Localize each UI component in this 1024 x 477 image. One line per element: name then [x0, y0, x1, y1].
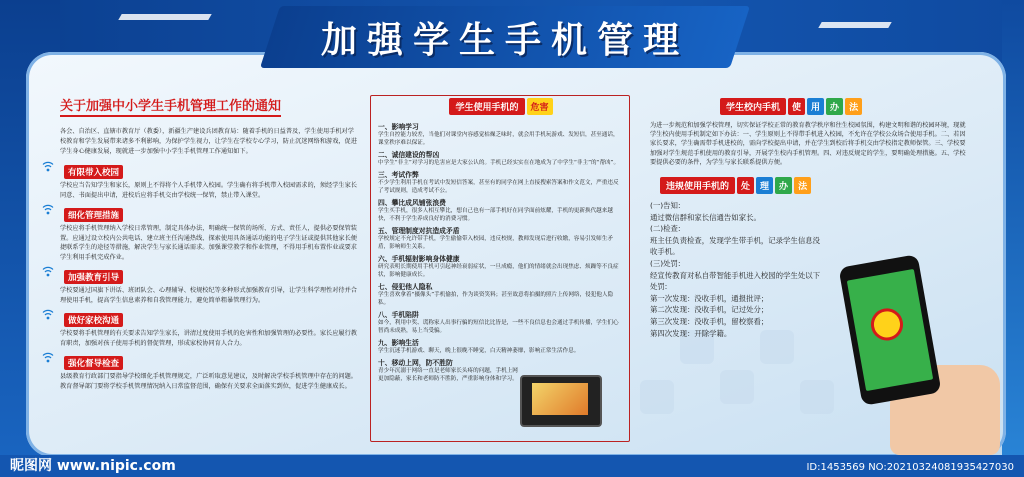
harms-badge-main: 学生使用手机的: [449, 98, 524, 115]
section-body: 学校要通过国旗下讲话、班团队会、心理辅导、校规校纪等多种形式加强教育引导，让学生科学理性对待并合理使用手机，提高学生信息素养和自我管理能力，避免简单粗暴管理行为。: [60, 287, 357, 304]
harm-title: 九、影响生活: [378, 339, 419, 347]
harm-title: 五、管理制度对抗造成矛盾: [378, 227, 460, 235]
section-body: 学校要将手机管理的有关要求告知学生家长，讲清过度使用手机的危害性和加强管理的必要性。家长应履行教育职责，加强对孩子使用手机的督促管理，形成家校协同育人合力。: [60, 330, 357, 347]
signal-icon: [42, 309, 54, 321]
harm-body: 学生喜欢拿着“摄像头”手机偷拍，作为谈资笑料；甚至故意将拍摄的照片上传网络，侵犯他人隐私。: [378, 292, 614, 306]
harm-title: 六、手机辐射影响身体健康: [378, 255, 460, 263]
section-body: 学校应将手机管理纳入学校日常管理，制定具体办法，明确统一保管的场所、方式、责任人，提供必要保管装置。应通过设立校内公共电话、建立班主任沟通热线、探索使用具备通话功能的电子学生证或提供其他家长便捷联系学生的途径等措施，解决学生与家长通话需求。加强课堂教学和作业管理，不得用手机布置作业或要求学生利用手机完成作业。: [60, 225, 357, 261]
harms-badge-accent: 危害: [527, 98, 553, 115]
decor-stripe: [118, 14, 211, 20]
section-tag: 强化督导检查: [64, 356, 123, 370]
punish-line: 经宣传教育对私自带智能手机进入校园的学生处以下处罚:: [650, 270, 820, 292]
section-body: 县级教育行政部门要指导学校细化手机管理规定，广泛听取意见建议，及时解决学校手机管理中存在的问题。教育督导部门要将学校手机管理情况纳入日常监督范围，确保有关要求全面落实到位，促进学生健康成长。: [60, 373, 357, 390]
harm-body: 不少学生利用手机在考试中发短信答案，甚至有的同学在网上直接搜索答案和作文范文，严重违反了考试规则，造成考试不公。: [378, 180, 619, 194]
harm-item: [378, 281, 624, 307]
rules-badge: [720, 98, 970, 115]
harm-body: 研究表明长期使用手机可引起神经衰弱症状，一旦成瘾，他们的情绪就会出现焦虑、烦躁等不良症状，影响健康成长。: [378, 264, 619, 278]
punish-badge: [660, 177, 970, 194]
harm-body: 如今，利用中奖、谎称家人出事行骗的短信比比皆是，一些不良信息也会通过手机传播，学生们心智尚未成熟，易上当受骗。: [378, 320, 619, 334]
harms-badge: [378, 98, 624, 115]
harm-body: 中学生“非主”对学习的危害应是大家公认的。手机已经实实在在地成为了中学生“非主”的“帮凶”。: [378, 160, 620, 166]
harm-item: [378, 121, 624, 147]
section-tag: 细化管理措施: [64, 208, 123, 222]
notice-section: [60, 265, 360, 305]
punish-badge-char: 办: [775, 177, 792, 194]
notice-section: [60, 203, 360, 262]
section-tag: 做好家校沟通: [64, 313, 123, 327]
notice-intro: 各会、自治区、直辖市教育厅（教委），新疆生产建设兵团教育局：随着手机的日益普及，学生使用手机对学校教育和学生发展带来诸多不利影响，为保护学生视力，让学生在学校专心学习，防止沉迷网络和游戏，促进学生身心健康发展，现就进一步加强中小学生手机管理工作通知如下。: [60, 128, 357, 155]
punish-line: (二)检查:: [650, 224, 681, 234]
notice-section: [60, 351, 360, 391]
phone-icon: [838, 254, 941, 406]
rules-badge-char: 办: [826, 98, 843, 115]
watermark-left: 昵图网 www.nipic.com: [10, 458, 176, 474]
harm-item: [378, 337, 624, 355]
punish-badge-main: 违规使用手机的: [660, 177, 735, 194]
harms-column: [378, 98, 624, 383]
harm-item: [378, 225, 624, 251]
watermark-right: ID:1453569 NO:20210324081935427030: [806, 462, 1014, 473]
signal-icon: [42, 352, 54, 364]
harm-body: 学生沉迷手机游戏、聊天，晚上很晚不睡觉，白天精神萎靡，影响正常生活作息。: [378, 348, 580, 354]
signal-icon: [42, 161, 54, 173]
harm-title: 八、手机陷阱: [378, 311, 419, 319]
section-body: 学校应当告知学生和家长，原则上不得将个人手机带入校园。学生确有将手机带入校园需求的，须经学生家长同意、书面提出申请，进校后应将手机交由学校统一保管，禁止带入课堂。: [60, 182, 357, 199]
tablet-image: [520, 375, 602, 427]
harm-title: 十、移动上网，防不胜防: [378, 359, 453, 367]
punish-line: 第四次发现：开除学籍。: [650, 328, 732, 338]
harm-title: 四、攀比成风铺张浪费: [378, 199, 446, 207]
harm-item: [378, 169, 624, 195]
punish-line: 第三次发现：没收手机，留校察看；: [650, 316, 769, 326]
harm-item: [378, 197, 624, 223]
punish-badge-char: 理: [756, 177, 773, 194]
signal-icon: [42, 266, 54, 278]
rules-badge-char: 使: [788, 98, 805, 115]
punish-line: 第一次发现：没收手机，通报批评；: [650, 293, 769, 303]
harm-body: 学校规定不允许带手机，学生偷偷带入校园，违反校规，教师发现后进行收缴，容易引发师生矛盾，影响师生关系。: [378, 236, 613, 250]
bg-icon: [720, 370, 754, 404]
signal-icon: [42, 204, 54, 216]
decor-stripe: [818, 22, 891, 28]
page-title: 加强学生手机管理: [320, 20, 689, 61]
punish-badge-char: 处: [737, 177, 754, 194]
rules-badge-main: 学生校内手机: [720, 98, 786, 115]
notice-section: [60, 160, 360, 200]
harm-body: 学生买手机，很多人相互攀比，想自己也有一部手机好在同学面前炫耀，手机的更新换代越来越快，不利于学生养成良好的消费习惯。: [378, 208, 613, 222]
section-tag: 有限带入校园: [64, 165, 123, 179]
harm-item: [378, 309, 624, 335]
rules-badge-char: 用: [807, 98, 824, 115]
notice-column: [60, 95, 360, 391]
harm-title: 七、侵犯他人隐私: [378, 283, 433, 291]
bg-icon: [640, 380, 674, 414]
section-tag: 加强教育引导: [64, 270, 123, 284]
harm-title: 二、诚信建设的帮凶: [378, 151, 440, 159]
notice-section: [60, 308, 360, 348]
harm-item: [378, 253, 624, 279]
harm-title: 一、影响学习: [378, 123, 419, 131]
harm-body: 学生自控能力较差，当他们对课堂内容感觉枯燥乏味时，就会用手机玩游戏、发短信，甚至通话，课堂秩序难以保证。: [378, 132, 619, 146]
punish-badge-char: 法: [794, 177, 811, 194]
rules-body: 为进一步规范和加强学校管理，切实保证学校正常的教育教学秩序和往生校园氛围，构建文明和谐的校园环境，现就学生校内使用手机制定如下办法：一、学生原则上不得带手机进入校园，不允许在学校公众场合使用手机。二、若因家长要求，学生确需带手机进校的，需向学校提出申请，并在学生到校后将手机交由学校指定教师保管。三、学校要加强对学生规范手机使用的教育引导，开展学生校内手机管理。四、对违反规定的学生，要明确处理措施。五、学校要提供必要的条件，为学生与家长联系提供方便。: [650, 122, 966, 166]
punish-line: 第二次发现：没收手机，记过处分；: [650, 305, 769, 315]
punish-list: [650, 200, 825, 339]
notice-heading: 关于加强中小学生手机管理工作的通知: [60, 95, 281, 117]
harm-item: [378, 149, 624, 167]
punish-line: 班主任负责检查，发现学生带手机，记录学生信息没收手机。: [650, 235, 820, 257]
rules-badge-char: 法: [845, 98, 862, 115]
harm-title: 三、考试作弊: [378, 171, 419, 179]
punish-line: (三)处罚:: [650, 258, 681, 268]
phone-in-hand-image: [850, 255, 1000, 455]
punish-line: (一)告知:: [650, 201, 681, 211]
punish-line: 通过微信群和家长信通告如家长。: [650, 212, 761, 222]
harm-body: 青少年沉溺于网络一直是老师家长头疼的问题，手机上网更加隐蔽，家长和老师防不胜防，严重影响身体和学习。: [378, 368, 518, 382]
bg-icon: [800, 380, 834, 414]
